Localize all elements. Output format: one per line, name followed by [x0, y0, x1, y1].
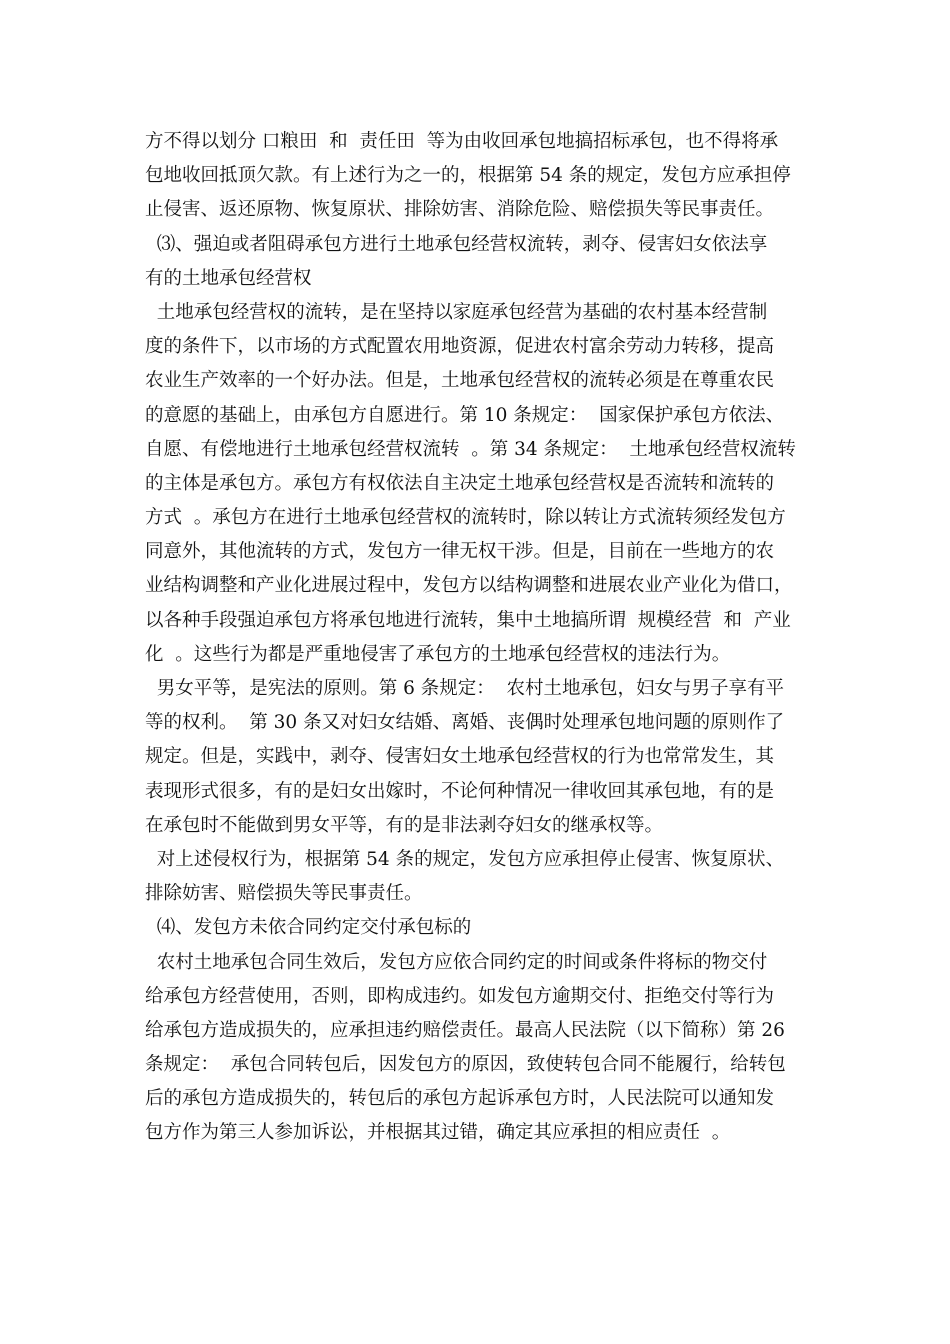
text-line: 自愿、有偿地进行土地承包经营权流转 。第 34 条规定： 土地承包经营权流转 [145, 438, 796, 460]
text-line: 业结构调整和产业化进展过程中，发包方以结构调整和进展农业产业化为借口， [145, 575, 793, 597]
text-line: 的主体是承包方。承包方有权依法自主决定土地承包经营权是否流转和流转的 [145, 472, 775, 494]
text-line: 农业生产效率的一个好办法。但是，土地承包经营权的流转必须是在尊重农民 [145, 370, 775, 392]
text-line: 的意愿的基础上，由承包方自愿进行。第 10 条规定： 国家保护承包方依法、 [145, 404, 785, 426]
text-line: 排除妨害、赔偿损失等民事责任。 [145, 883, 423, 905]
text-line: 表现形式很多，有的是妇女出嫁时，不论何种情况一律收回其承包地，有的是 [145, 780, 775, 802]
text-line: 男女平等，是宪法的原则。第 6 条规定： 农村土地承包，妇女与男子享有平 [145, 678, 785, 699]
text-line: 同意外，其他流转的方式，发包方一律无权干涉。但是，目前在一些地方的农 [145, 541, 775, 563]
text-line: 条规定： 承包合同转包后，因发包方的原因，致使转包合同不能履行，给转包 [145, 1054, 786, 1076]
text-line: 等的权利。 第 30 条又对妇女结婚、离婚、丧偶时处理承包地问题的原则作了 [145, 712, 785, 734]
text-line: 包方作为第三人参加诉讼，并根据其过错，确定其应承担的相应责任 。 [145, 1122, 731, 1144]
text-line: 化 。这些行为都是严重地侵害了承包方的土地承包经营权的违法行为。 [145, 643, 731, 665]
section-heading-3-cont: 有的土地承包经营权 [145, 267, 312, 289]
text-line: 方不得以划分 口粮田 和 责任田 等为由收回承包地搞招标承包，也不得将承 [145, 131, 779, 152]
text-line: 后的承包方造成损失的，转包后的承包方起诉承包方时，人民法院可以通知发 [145, 1088, 775, 1110]
section-heading-3: ⑶、强迫或者阻碍承包方进行土地承包经营权流转，剥夺、侵害妇女依法享 [145, 233, 768, 255]
text-line: 方式 。承包方在进行土地承包经营权的流转时，除以转让方式流转须经发包方 [145, 507, 786, 529]
text-line: 以各种手段强迫承包方将承包地进行流转，集中土地搞所谓 规模经营 和 产业 [145, 609, 791, 631]
document-body [145, 125, 810, 1151]
text-line: 止侵害、返还原物、恢复原状、排除妨害、消除危险、赔偿损失等民事责任。 [145, 199, 775, 221]
text-line: 度的条件下，以市场的方式配置农用地资源，促进农村富余劳动力转移，提高 [145, 336, 775, 358]
text-line: 给承包方造成损失的，应承担违约赔偿责任。最高人民法院（以下简称）第 26 [145, 1019, 785, 1041]
text-line: 对上述侵权行为，根据第 54 条的规定，发包方应承担停止侵害、恢复原状、 [145, 848, 785, 870]
text-line: 包地收回抵顶欠款。有上述行为之一的，根据第 54 条的规定，发包方应承担停 [145, 165, 791, 187]
text-line: 农村土地承包合同生效后，发包方应依合同约定的时间或条件将标的物交付 [145, 951, 768, 973]
text-line: 规定。但是，实践中，剥夺、侵害妇女土地承包经营权的行为也常常发生，其 [145, 746, 775, 768]
text-line: 土地承包经营权的流转，是在坚持以家庭承包经营为基础的农村基本经营制 [145, 301, 768, 323]
text-line: 给承包方经营使用，否则，即构成违约。如发包方逾期交付、拒绝交付等行为 [145, 985, 775, 1007]
text-line: 在承包时不能做到男女平等，有的是非法剥夺妇女的继承权等。 [145, 814, 664, 836]
section-heading-4: ⑷、发包方未依合同约定交付承包标的 [145, 917, 472, 939]
